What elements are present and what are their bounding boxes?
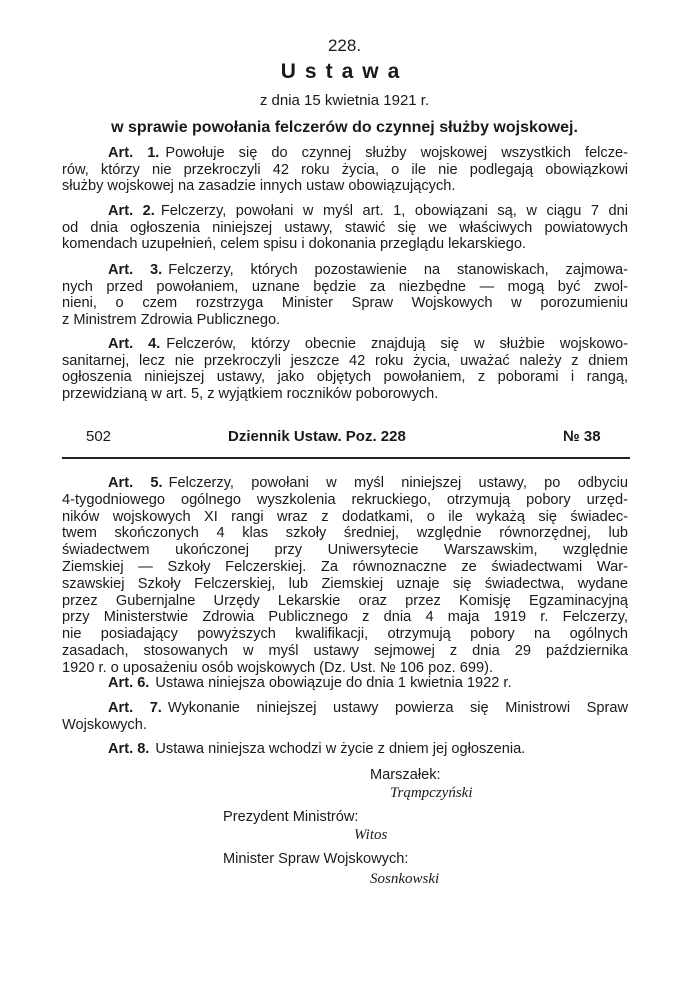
article-line [62, 542, 628, 559]
signature-role: Minister Spraw Wojskowych: [223, 851, 409, 867]
article-label: Art. 8. [108, 741, 150, 757]
article-label: Art. 3. [108, 262, 163, 278]
divider [62, 457, 630, 459]
article-text: Wojskowych. [62, 717, 147, 733]
article-line [62, 220, 628, 237]
article-text: ogłoszenia niniejszej ustawy, jako objętych powołaniem, z poborami i rangą, [62, 369, 628, 385]
act-date: z dnia 15 kwietnia 1921 r. [259, 92, 430, 109]
article-line [108, 145, 628, 162]
article-line [62, 369, 628, 386]
article-text: komendach uzupełnień, celem spisu i dokonania przeglądu lekarskiego. [62, 236, 527, 252]
article-line [108, 262, 628, 279]
article-line [62, 353, 628, 370]
article-line [62, 717, 628, 734]
article-line [62, 178, 628, 195]
article-line [62, 626, 628, 643]
article-line [62, 492, 628, 509]
article-line [62, 643, 628, 660]
article-text: 4-tygodniowego ogólnego wyszkolenia rekruckiego, otrzymują pobory urzęd- [62, 491, 628, 508]
article-line [108, 336, 628, 353]
article-text: nych przed powołaniem, uznane będzie za niezbędne — mogą być zwol- [62, 278, 628, 295]
act-subject: w sprawie powołania felczerów do czynnej służby wojskowej. [111, 119, 578, 136]
signature-name: Sosnkowski [370, 871, 440, 887]
act-number: 228. [327, 36, 362, 55]
article-label: Art. 6. [108, 675, 150, 691]
article-line [108, 741, 628, 758]
article-text: szawskiej Szkoły Felczerskiej, lub Ziemskiej uznaje się świadectwa, wydane [62, 575, 628, 592]
article-line [108, 203, 628, 220]
article-label: Art. 7. [108, 700, 162, 716]
article-line [62, 162, 628, 179]
article-line [108, 675, 628, 692]
article-label: Art. 4. [108, 336, 161, 352]
signature-role: Prezydent Ministrów: [223, 809, 359, 825]
article-line [62, 576, 628, 593]
article-label: Art. 5. [108, 475, 163, 491]
article-label: Art. 2. [108, 203, 155, 219]
article-line [108, 475, 628, 492]
article-line [108, 700, 628, 717]
article-text: nieni, o czem rozstrzyga Minister Spraw Wojskowych w porozumieniu [62, 295, 628, 311]
article-text: rów, którzy nie przekroczyli 42 roku życia, o ile nie podlegają obowiązkowi [62, 161, 628, 178]
article-text: Ustawa niniejsza wchodzi w życie z dniem jej ogłoszenia. [155, 741, 526, 757]
article-text: przez Gubernjalne Urzędy Lekarskie oraz przez Komisję Egzaminacyjną [62, 592, 628, 609]
article-text: Ustawa niniejsza obowiązuje do dnia 1 kwietnia 1922 r. [155, 675, 512, 691]
article-line [62, 295, 628, 312]
article-text: Wykonanie niniejszej ustawy powierza się Ministrowi Spraw [167, 700, 628, 716]
article-text: sanitarnej, lecz nie przekroczyli jeszcze 42 roku życia, uważać należy z dniem [62, 352, 628, 369]
article-text: zasadach, stosowanych w myśl ustawy sejmowej z dnia 29 października [62, 643, 628, 659]
article-text: Felczerów, którzy obecnie znajdują się w służbie wojskowo- [166, 336, 629, 352]
article-text: 1920 r. o uposażeniu osób wojskowych (Dz. Ust. № 106 poz. 699). [62, 659, 493, 676]
article-text: przy Ministerstwie Zdrowia Publicznego z dnia 4 maja 1919 r. Felczerzy, [62, 609, 628, 626]
article-text: służby wojskowej na zasadzie innych ustaw obowiązujących. [62, 178, 456, 194]
article-text: przewidzianą w art. 5, z wyjątkiem roczników poborowych. [62, 385, 439, 402]
article-line [62, 386, 628, 403]
article-line [62, 593, 628, 610]
article-text: Felczerzy, powołani w myśl niniejszej ustawy, po odbyciu [168, 475, 628, 491]
article-line [62, 509, 628, 526]
article-text: od dnia ogłoszenia niniejszej ustawy, stawić się we właściwych powiatowych [62, 219, 628, 236]
signature-name: Witos [354, 827, 388, 843]
article-text: Powołuje się do czynnej służby wojskowej wszystkich felcze- [165, 145, 628, 161]
signature-role: Marszałek: [370, 767, 441, 783]
signature-name: Trąmpczyński [390, 785, 473, 801]
article-text: Felczerzy, powołani w myśl art. 1, obowiązani są, w ciągu 7 dni [160, 203, 628, 219]
issue-number: № 38 [563, 428, 601, 445]
act-title: Ustawa [280, 60, 409, 83]
page-number: 502 [86, 428, 112, 445]
article-text: świadectwem ukończonej przy Uniwersytecie Warszawskim, względnie [62, 542, 628, 559]
article-line [62, 312, 628, 329]
journal-reference: Dziennik Ustaw. Poz. 228 [228, 428, 406, 445]
article-line [62, 279, 628, 296]
article-text: ników wojskowych XI rangi wraz z dodatkami, o ile wykażą się świadec- [62, 508, 628, 525]
article-text: Ziemskiej — Szkoły Felczerskiej. Za równoznaczne ze świadectwami War- [62, 559, 628, 575]
article-line [62, 525, 628, 542]
article-text: nie posiadający powyższych kwalifikacji, otrzymują pobory na ogólnych [62, 626, 628, 643]
article-label: Art. 1. [108, 145, 160, 161]
article-text: z Ministrem Zdrowia Publicznego. [62, 311, 281, 328]
article-text: twem skończonych 4 klas szkoły średniej, względnie równorzędnej, lub [62, 525, 628, 542]
article-text: Felczerzy, których pozostawienie na stanowiskach, zajmowa- [168, 262, 629, 278]
article-line [62, 609, 628, 626]
article-line [62, 559, 628, 576]
article-line [62, 236, 628, 253]
